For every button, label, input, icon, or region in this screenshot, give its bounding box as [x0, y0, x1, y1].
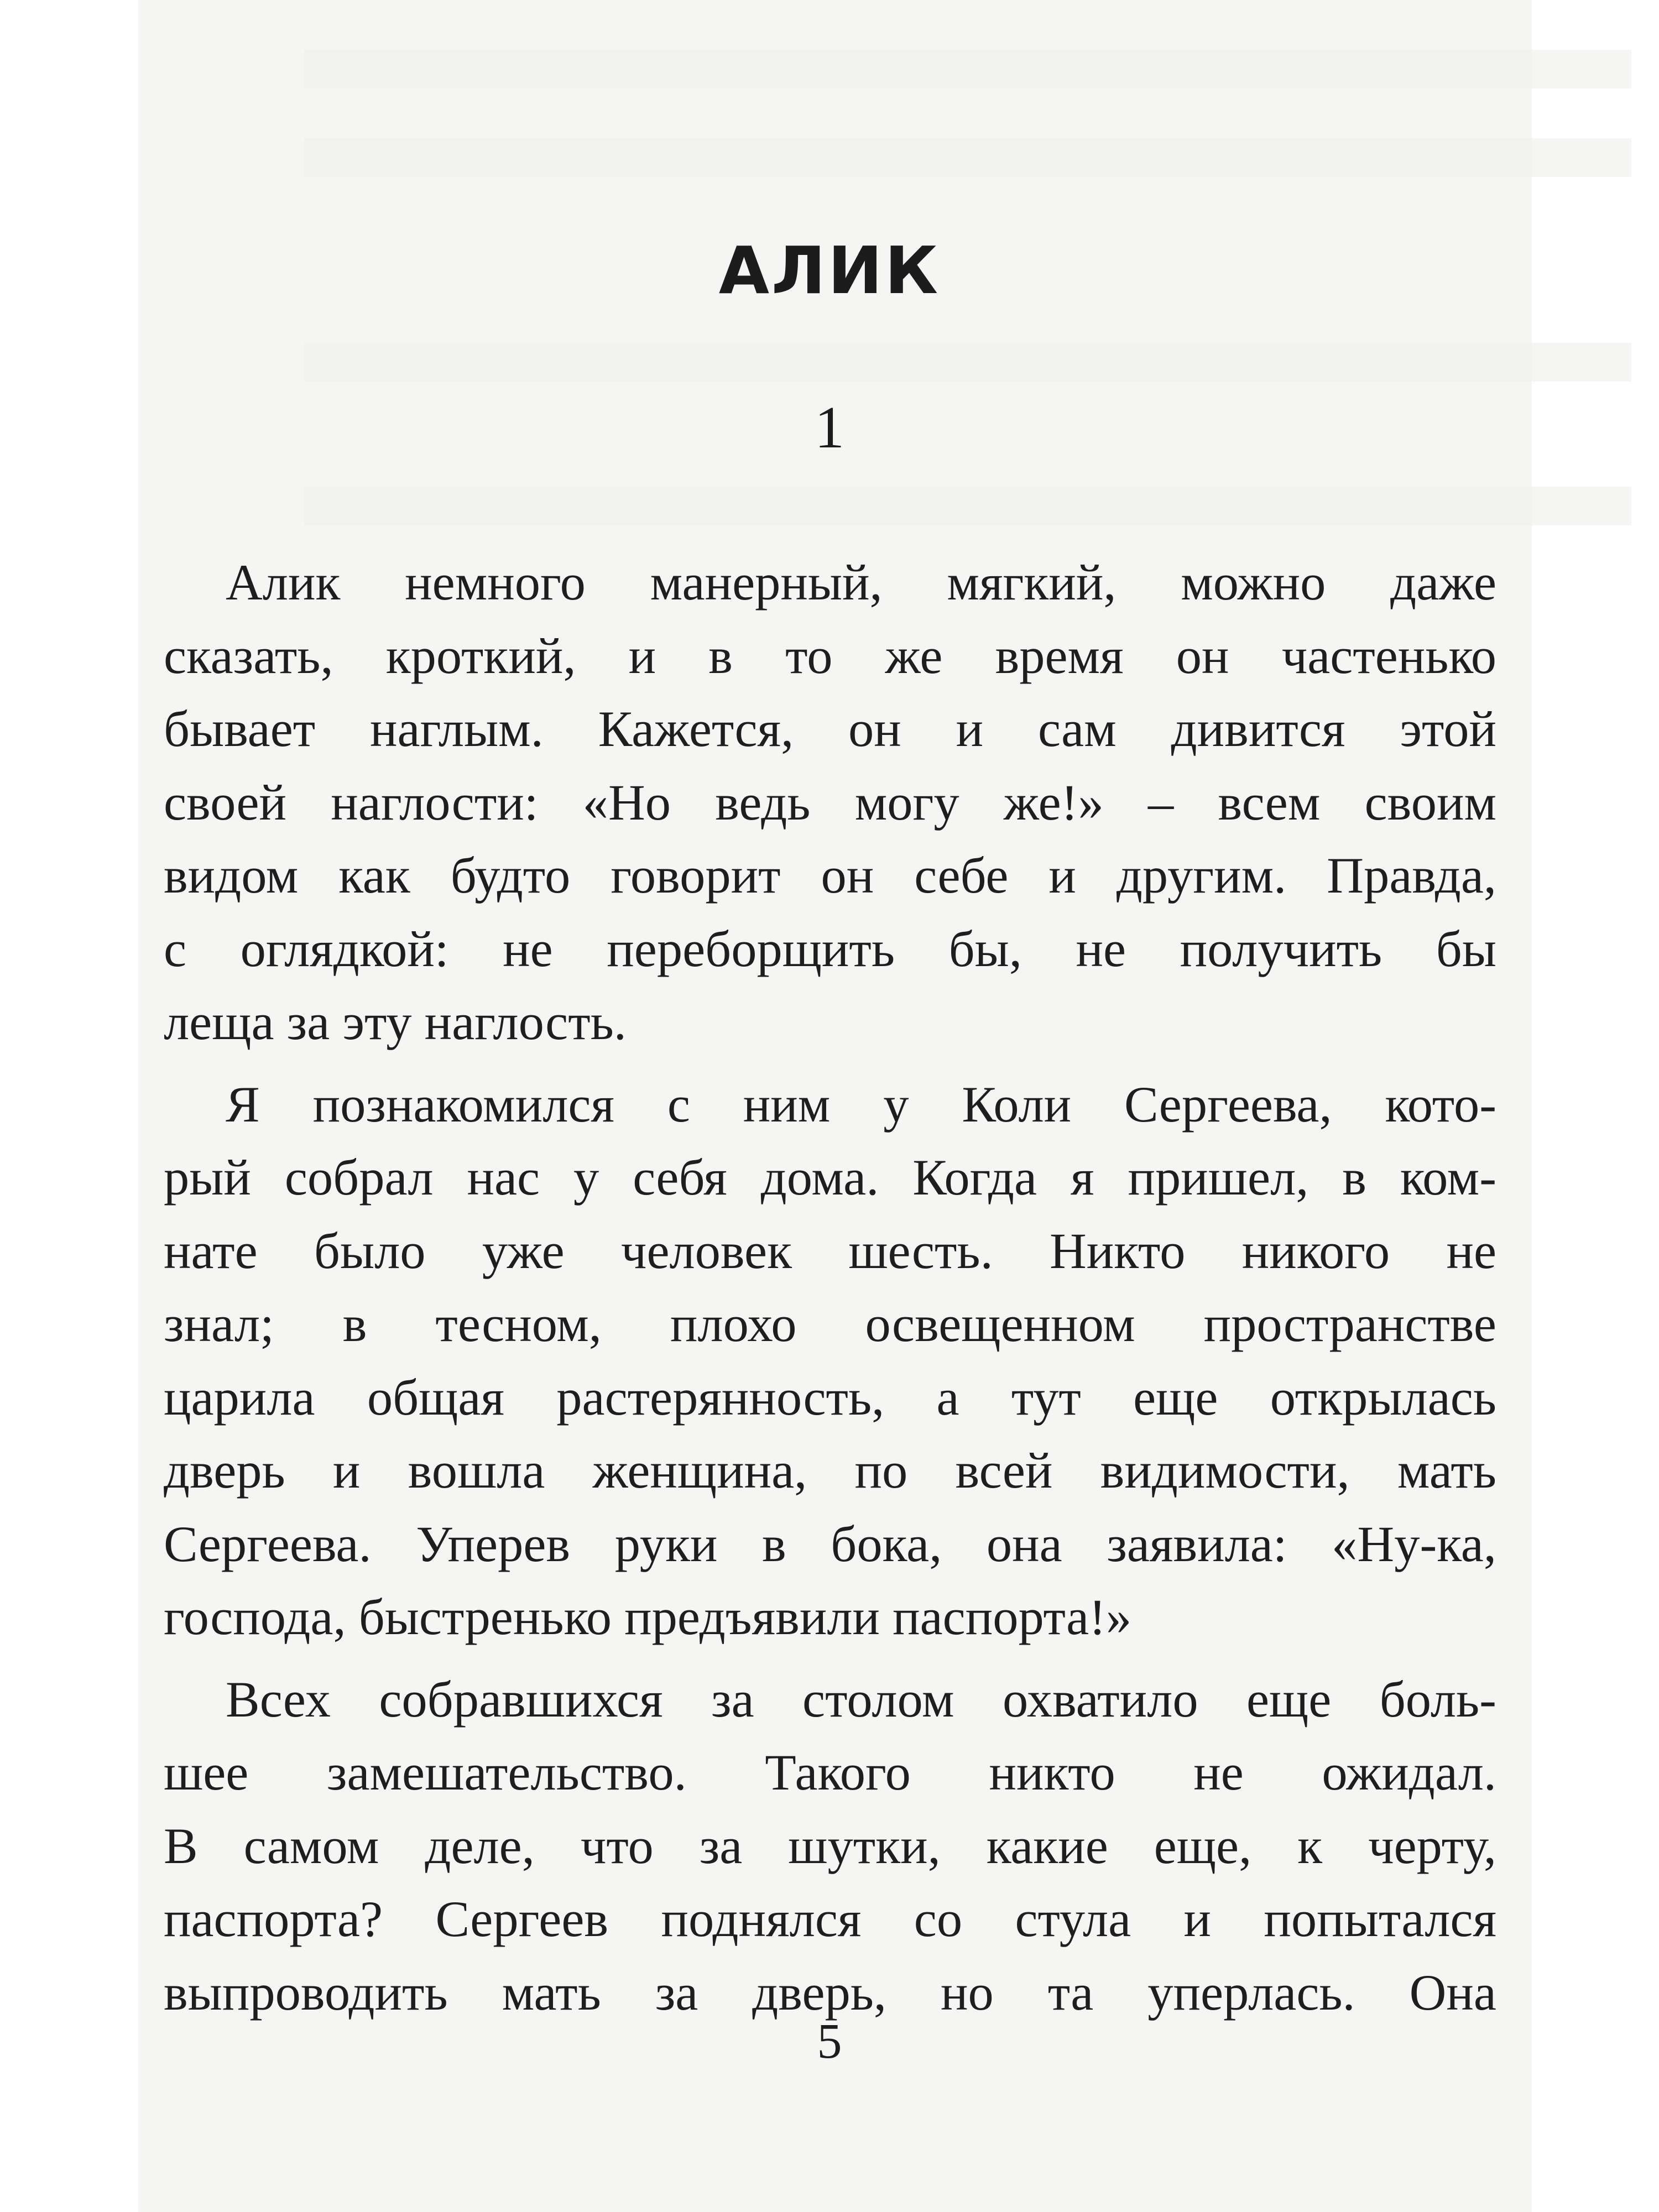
bleed-through — [304, 343, 1631, 382]
text-line: рый собрал нас у себя дома. Когда я пришел, в ком- — [164, 1150, 1496, 1206]
text-line: сказать, кроткий, и в то же время он частенько — [164, 628, 1496, 685]
body-text — [164, 546, 1496, 2038]
text-line: Алик немного манерный, мягкий, можно даже — [226, 555, 1496, 611]
chapter-title: АЛИК — [718, 232, 941, 309]
text-line: дверь и вошла женщина, по всей видимости, мать — [164, 1443, 1496, 1499]
text-line: царила общая растерянность, а тут еще открылась — [164, 1369, 1496, 1426]
text-line: шее замешательство. Такого никто не ожидал. — [164, 1745, 1496, 1801]
paragraph — [164, 546, 1496, 1060]
text-line: Я познакомился с ним у Коли Сергеева, кото- — [226, 1076, 1496, 1133]
text-line: бывает наглым. Кажется, он и сам дивится этой — [164, 701, 1496, 758]
bleed-through — [304, 50, 1631, 88]
text-line: В самом деле, что за шутки, какие еще, к черту, — [164, 1818, 1496, 1875]
text-line: нате было уже человек шесть. Никто никого не — [164, 1223, 1496, 1280]
text-line: паспорта? Сергеев поднялся со стула и попытался — [164, 1891, 1496, 1948]
text-line: господа, быстренько предъявили паспорта!» — [164, 1589, 1132, 1646]
page-number: 5 — [817, 2014, 842, 2069]
section-number: 1 — [815, 395, 844, 461]
text-line: видом как будто говорит он себе и другим. Правда, — [164, 848, 1496, 904]
text-line: знал; в тесном, плохо освещенном пространстве — [164, 1296, 1496, 1353]
text-line: Всех собравшихся за столом охватило еще боль- — [226, 1671, 1496, 1728]
text-line: с оглядкой: не переборщить бы, не получить бы — [164, 921, 1496, 978]
text-line: выпроводить мать за дверь, но та уперлась. Она — [164, 1964, 1496, 2021]
text-line: леща за эту наглость. — [164, 994, 627, 1051]
paragraph — [164, 1068, 1496, 1655]
bleed-through — [304, 138, 1631, 177]
text-line: своей наглости: «Но ведь могу же!» – всем своим — [164, 774, 1496, 831]
bleed-through — [304, 487, 1631, 525]
paragraph — [164, 1663, 1496, 2030]
text-line: Сергеева. Уперев руки в бока, она заявила: «Ну-ка, — [164, 1516, 1496, 1573]
